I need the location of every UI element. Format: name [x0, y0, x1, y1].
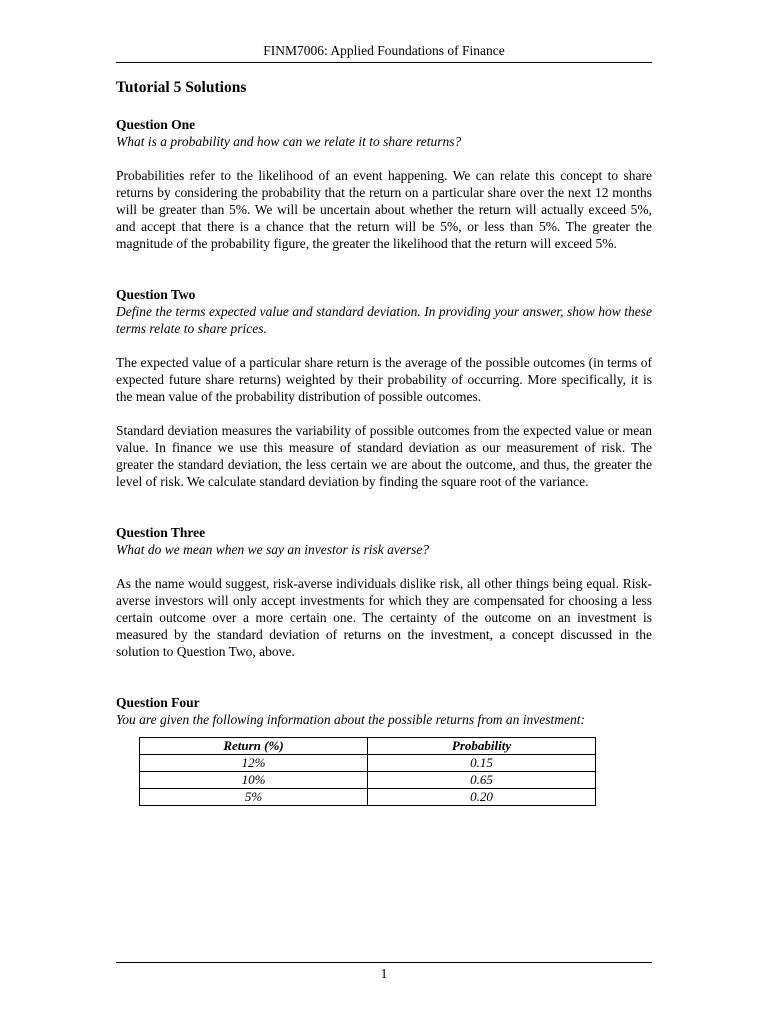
page-footer	[116, 962, 652, 983]
returns-probability-table	[139, 737, 596, 806]
document-title: Tutorial 5 Solutions	[116, 79, 247, 96]
page-header: FINM7006: Applied Foundations of Finance	[116, 42, 652, 63]
question-prompt: What is a probability and how can we relate it to share returns?	[116, 134, 462, 149]
return-cell: 5%	[140, 789, 368, 806]
table-row	[140, 789, 596, 806]
table-header-row	[140, 738, 596, 755]
question-four	[116, 694, 652, 806]
column-header-probability: Probability	[368, 738, 596, 755]
question-one	[116, 116, 652, 252]
question-two	[116, 286, 652, 490]
page-content	[116, 78, 652, 806]
document-page	[116, 0, 652, 1024]
question-heading: Question Two	[116, 287, 196, 302]
return-cell: 12%	[140, 755, 368, 772]
table-row	[140, 772, 596, 789]
question-heading: Question Four	[116, 695, 200, 710]
question-three	[116, 524, 652, 660]
answer-paragraph: As the name would suggest, risk-averse individuals dislike risk, all other things being equal. Risk-averse investors will only accept investments for which they are compensated for choosing a less certain outcome over a more certain one. The certainty of the outcome on an investment is measured by the standard deviation of returns on the investment, a concept discussed in the solution to Question Two, above.	[116, 576, 652, 659]
question-heading: Question Three	[116, 525, 206, 540]
answer-paragraph: Standard deviation measures the variability of possible outcomes from the expected value or mean value. In finance we use this measure of standard deviation as our measurement of risk. The greater the standard deviation, the less certain we are about the outcome, and thus, the greater the level of risk. We calculate standard deviation by finding the square root of the variance.	[116, 423, 652, 489]
table-row	[140, 755, 596, 772]
question-prompt: You are given the following information about the possible returns from an investment:	[116, 712, 585, 727]
column-header-return: Return (%)	[140, 738, 368, 755]
return-cell: 10%	[140, 772, 368, 789]
answer-paragraph: The expected value of a particular share return is the average of the possible outcomes (in terms of expected future share returns) weighted by their probability of occurring. More specifically, it is the mean value of the probability distribution of possible outcomes.	[116, 355, 652, 404]
question-heading: Question One	[116, 117, 196, 132]
answer-paragraph: Probabilities refer to the likelihood of an event happening. We can relate this concept to share returns by considering the probability that the return on a particular share over the next 12 months will be greater than 5%. We will be uncertain about whether the return will actually exceed 5%, and accept that there is a chance that the return will be 5%, or less than 5%. The greater the magnitude of the probability figure, the greater the likelihood that the return will exceed 5%.	[116, 168, 652, 251]
page-number: 1	[380, 966, 388, 981]
probability-cell: 0.65	[368, 772, 596, 789]
question-prompt: What do we mean when we say an investor is risk averse?	[116, 542, 430, 557]
question-prompt: Define the terms expected value and standard deviation. In providing your answer, show how these terms relate to share prices.	[116, 304, 652, 336]
probability-cell: 0.15	[368, 755, 596, 772]
probability-cell: 0.20	[368, 789, 596, 806]
